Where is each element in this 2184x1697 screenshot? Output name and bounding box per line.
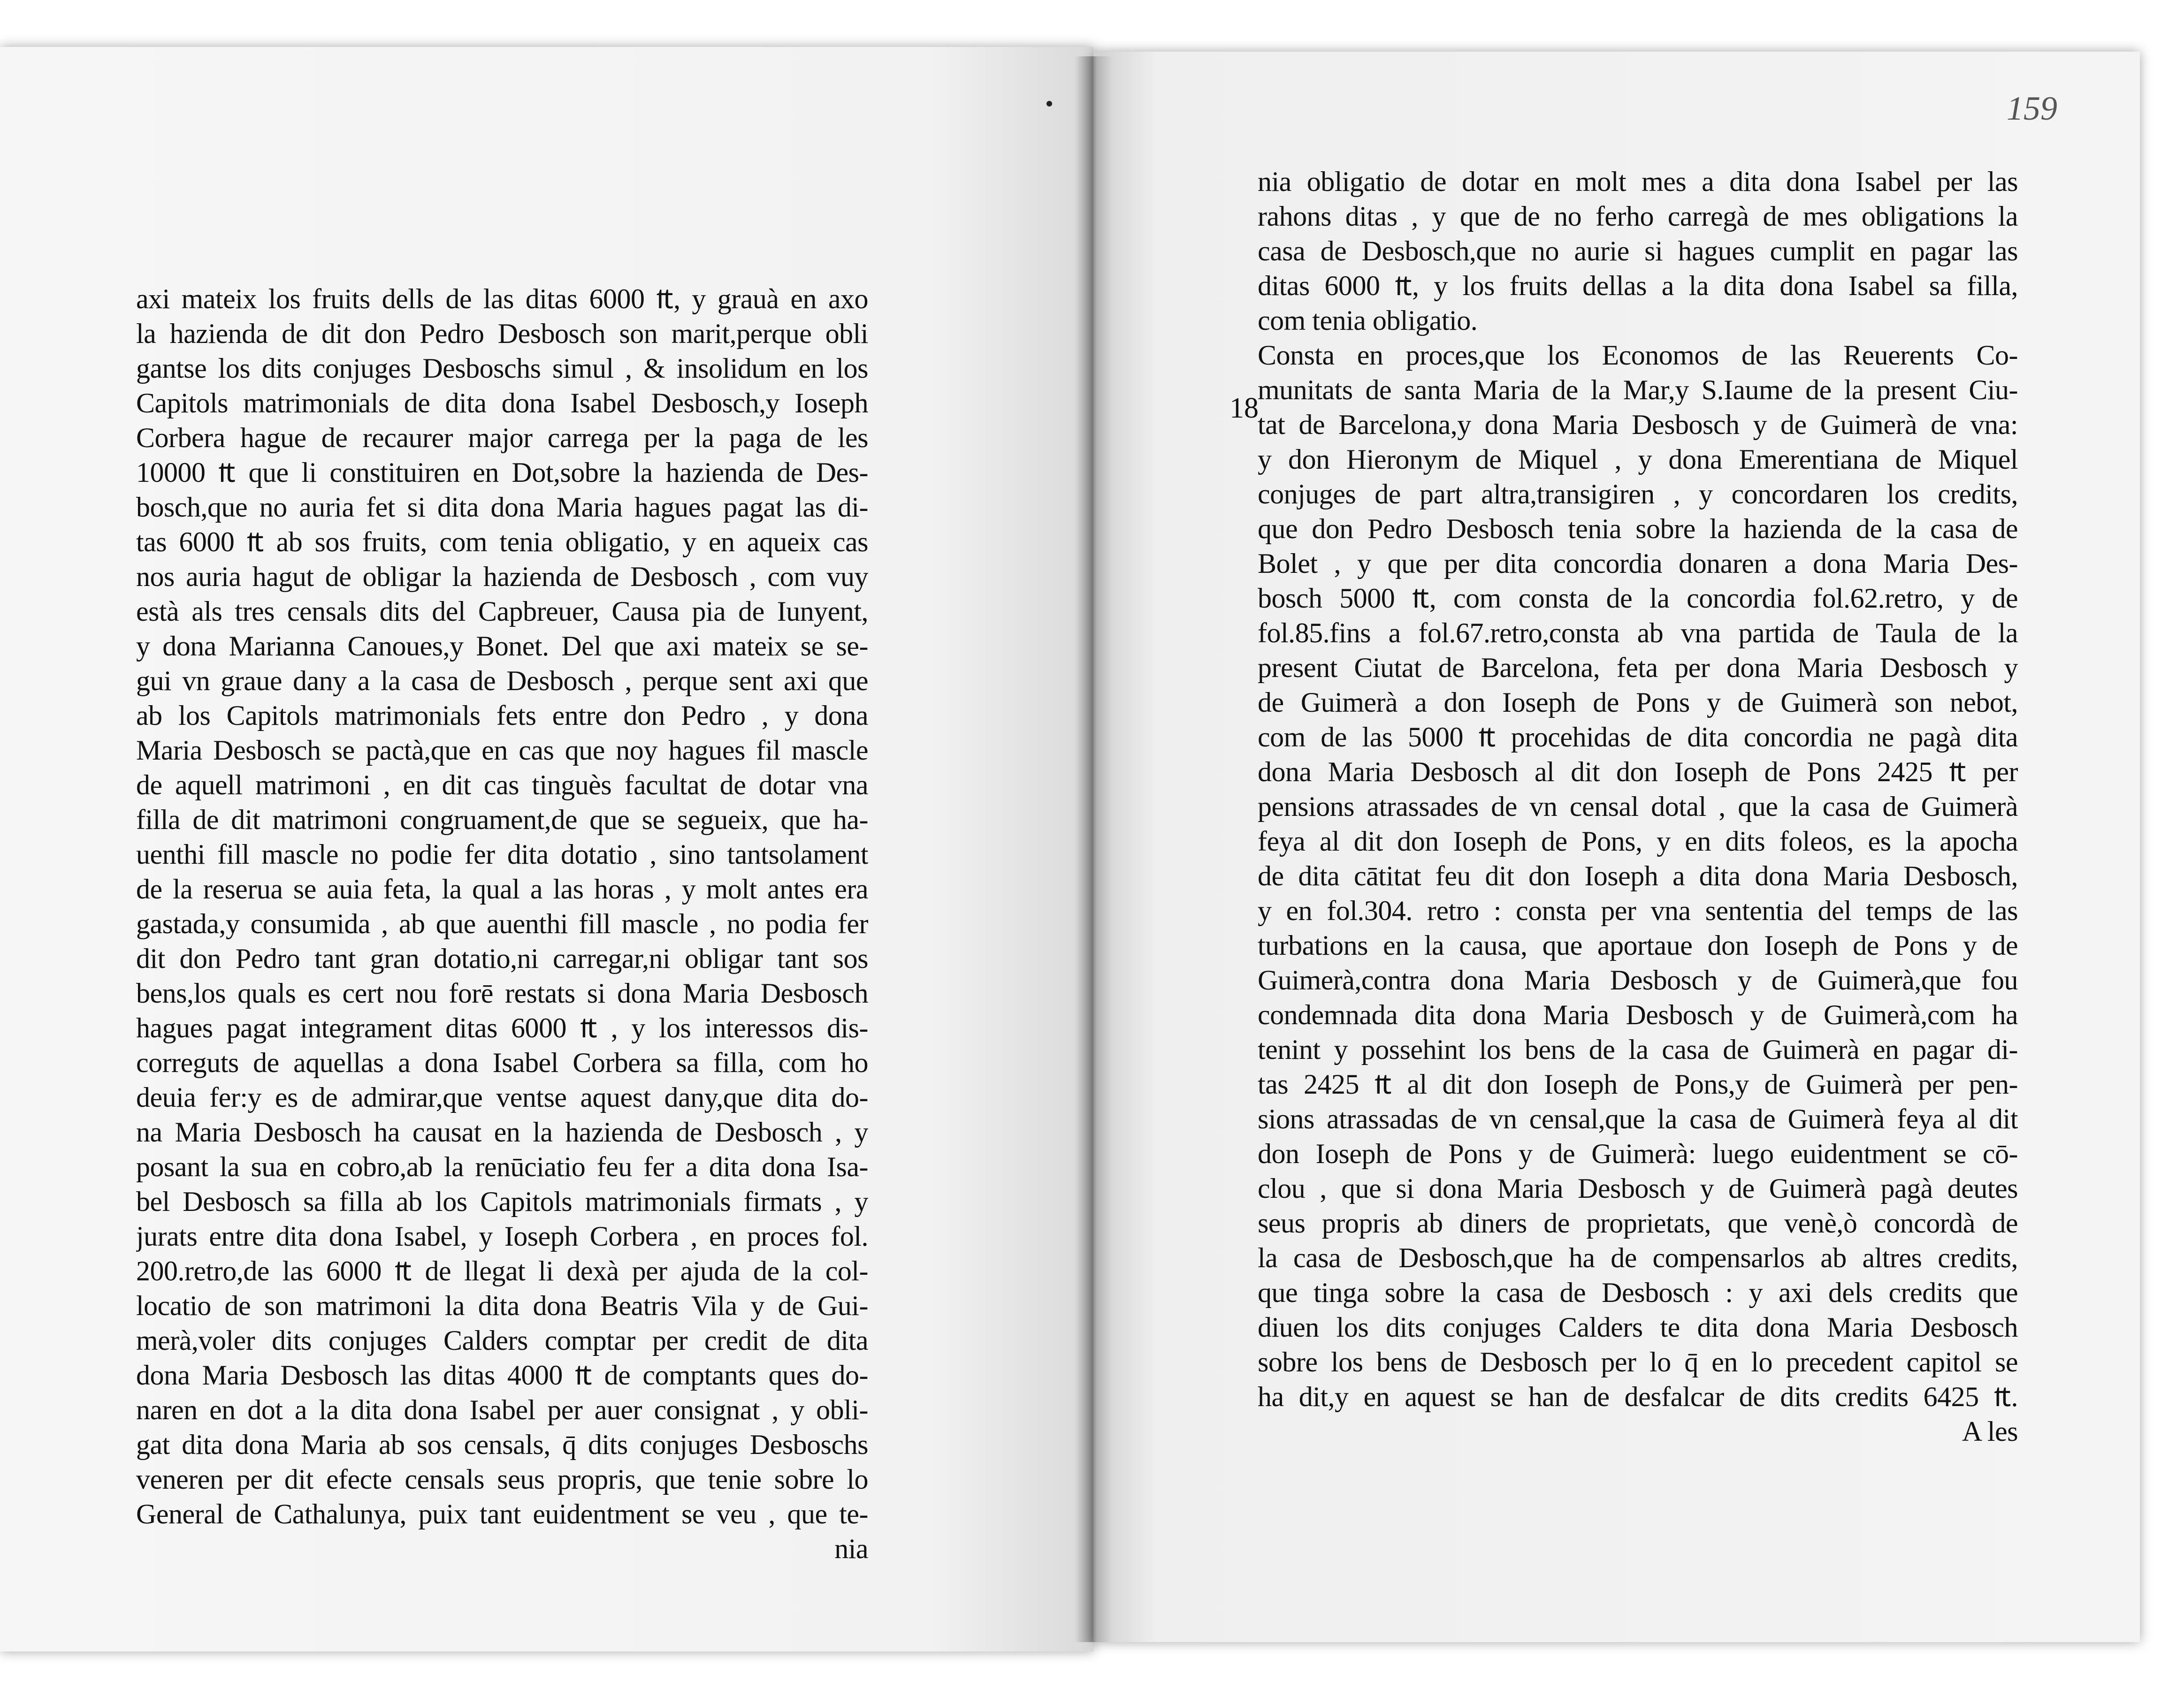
text-line: y dona Marianna Canoues,y Bonet. Del que axi mateix se se- (136, 631, 868, 662)
margin-paragraph-number: 18 (1229, 392, 1259, 424)
text-line: General de Cathalunya, puix tant euidentment se veu , que te- (136, 1499, 868, 1530)
text-line: tas 2425 ₶ al dit don Ioseph de Pons,y de Guimerà per pen- (1258, 1069, 2018, 1100)
text-line: posant la sua en cobro,ab la renūciatio feu fer a dita dona Isa- (136, 1151, 868, 1182)
text-line: de dita cātitat feu dit don Ioseph a dita dona Maria Desbosch, (1258, 860, 2018, 891)
text-line: clou , que si dona Maria Desbosch y de Guimerà pagà deutes (1258, 1173, 2018, 1204)
text-line: està als tres censals dits del Capbreuer, Causa pia de Iunyent, (136, 596, 868, 627)
text-line: munitats de santa Maria de la Mar,y S.Iaume de la present Ciu- (1258, 374, 2018, 405)
text-line: y en fol.304. retro : consta per vna sententia del temps de las (1258, 895, 2018, 926)
text-line: fol.85.fins a fol.67.retro,consta ab vna partida de Taula de la (1258, 617, 2018, 648)
text-line: 200.retro,de las 6000 ₶ de llegat li dexà per ajuda de la col- (136, 1256, 868, 1286)
text-line: rahons ditas , y que de no ferho carregà de mes obligations la (1258, 201, 2018, 232)
text-line: nia (834, 1533, 868, 1564)
text-line: bel Desbosch sa filla ab los Capitols matrimonials firmats , y (136, 1186, 868, 1217)
text-line: merà,voler dits conjuges Calders comptar per credit de dita (136, 1325, 868, 1356)
text-line: conjuges de part altra,transigiren , y concordaren los credits, (1258, 479, 2018, 510)
text-line: tat de Barcelona,y dona Maria Desbosch y de Guimerà de vna: (1258, 409, 2018, 440)
text-line: ha dit,y en aquest se han de desfalcar de dits credits 6425 ₶. (1258, 1381, 2018, 1412)
text-line: com tenia obligatio. (1258, 305, 1478, 336)
text-line: bens,los quals es cert nou forē restats si dona Maria Desbosch (136, 978, 868, 1009)
text-line: que don Pedro Desbosch tenia sobre la hazienda de la casa de (1258, 513, 2018, 544)
text-line: Consta en proces,que los Economos de las Reuerents Co- (1258, 340, 2018, 371)
text-line: Corbera hague de recaurer major carrega per la paga de les (136, 422, 868, 453)
text-line: correguts de aquellas a dona Isabel Corbera sa filla, com ho (136, 1047, 868, 1078)
folio-number: 159 (2007, 90, 2057, 127)
text-line: axi mateix los fruits dells de las ditas 6000 ₶, y grauà en axo (136, 283, 868, 314)
text-line: gui vn graue dany a la casa de Desbosch , perque sent axi que (136, 665, 868, 696)
text-line: bosch,que no auria fet si dita dona Maria hagues pagat las di- (136, 492, 868, 523)
text-line: com de las 5000 ₶ procehidas de dita concordia ne pagà dita (1258, 722, 2018, 753)
text-line: na Maria Desbosch ha causat en la hazienda de Desbosch , y (136, 1117, 868, 1148)
text-line: de la reserua se auia feta, la qual a las horas , y molt antes era (136, 874, 868, 905)
text-line: ditas 6000 ₶, y los fruits dellas a la dita dona Isabel sa filla, (1258, 270, 2018, 301)
text-line: uenthi fill mascle no podie fer dita dotatio , sino tantsolament (136, 839, 868, 870)
text-line: ab los Capitols matrimonials fets entre don Pedro , y dona (136, 700, 868, 731)
text-line: sions atrassadas de vn censal,que la casa de Guimerà feya al dit (1258, 1103, 2018, 1134)
text-line: nos auria hagut de obligar la hazienda de Desbosch , com vuy (136, 561, 868, 592)
text-line: de Guimerà a don Ioseph de Pons y de Guimerà son nebot, (1258, 687, 2018, 718)
text-line: dit don Pedro tant gran dotatio,ni carregar,ni obligar tant sos (136, 943, 868, 974)
left-page-text (136, 282, 868, 1566)
text-line: don Ioseph de Pons y de Guimerà: luego euidentment se cō- (1258, 1138, 2018, 1169)
text-line: tenint y possehint los bens de la casa de Guimerà en pagar di- (1258, 1034, 2018, 1065)
text-line: Bolet , y que per dita concordia donaren a dona Maria Des- (1258, 548, 2018, 579)
text-line: Capitols matrimonials de dita dona Isabel Desbosch,y Ioseph (136, 388, 868, 419)
text-line: jurats entre dita dona Isabel, y Ioseph Corbera , en proces fol. (136, 1221, 868, 1252)
text-line: diuen los dits conjuges Calders te dita dona Maria Desbosch (1258, 1312, 2018, 1343)
text-line: Maria Desbosch se pactà,que en cas que noy hagues fil mascle (136, 735, 868, 766)
text-line: deuia fer:y es de admirar,que ventse aquest dany,que dita do- (136, 1082, 868, 1113)
text-line: hagues pagat integrament ditas 6000 ₶ , y los interessos dis- (136, 1012, 868, 1043)
text-line: la casa de Desbosch,que ha de compensarlos ab altres credits, (1258, 1242, 2018, 1273)
text-line: feya al dit don Ioseph de Pons, y en dits foleos, es la apocha (1258, 826, 2018, 857)
text-line: Guimerà,contra dona Maria Desbosch y de Guimerà,que fou (1258, 965, 2018, 996)
text-line: seus propris ab diners de proprietats, que venè,ò concordà de (1258, 1208, 2018, 1239)
text-line: la hazienda de dit don Pedro Desbosch son marit,perque obli (136, 318, 868, 349)
text-line: 10000 ₶ que li constituiren en Dot,sobre la hazienda de Des- (136, 457, 868, 488)
text-line: de aquell matrimoni , en dit cas tinguès facultat de dotar vna (136, 769, 868, 800)
text-line: turbations en la causa, que aportaue don Ioseph de Pons y de (1258, 930, 2018, 961)
text-line: y don Hieronym de Miquel , y dona Emerentiana de Miquel (1258, 444, 2018, 475)
book-gutter (1075, 56, 1112, 1642)
text-line: tas 6000 ₶ ab sos fruits, com tenia obligatio, y en aqueix cas (136, 526, 868, 557)
text-line: locatio de son matrimoni la dita dona Beatris Vila y de Gui- (136, 1290, 868, 1321)
text-line: dona Maria Desbosch al dit don Ioseph de Pons 2425 ₶ per (1258, 756, 2018, 787)
text-line: gastada,y consumida , ab que auenthi fill mascle , no podia fer (136, 908, 868, 939)
text-line: veneren per dit efecte censals seus propris, que tenie sobre lo (136, 1464, 868, 1495)
text-line: pensions atrassades de vn censal dotal , que la casa de Guimerà (1258, 791, 2018, 822)
text-line: bosch 5000 ₶, com consta de la concordia fol.62.retro, y de (1258, 583, 2018, 614)
text-line: gat dita dona Maria ab sos censals, q̄ dits conjuges Desboschs (136, 1429, 868, 1460)
text-line: que tinga sobre la casa de Desbosch : y axi dels credits que (1258, 1277, 2018, 1308)
text-line: nia obligatio de dotar en molt mes a dita dona Isabel per las (1258, 166, 2018, 197)
text-line: gantse los dits conjuges Desboschs simul , & insolidum en los (136, 353, 868, 384)
text-line: A les (1962, 1416, 2018, 1447)
text-line: filla de dit matrimoni congruament,de que se segueix, que ha- (136, 804, 868, 835)
text-line: present Ciutat de Barcelona, feta per dona Maria Desbosch y (1258, 652, 2018, 683)
text-line: naren en dot a la dita dona Isabel per auer consignat , y obli- (136, 1394, 868, 1425)
ink-dot (1046, 101, 1052, 107)
text-line: casa de Desbosch,que no aurie si hagues cumplit en pagar las (1258, 236, 2018, 266)
text-line: sobre los bens de Desbosch per lo q̄ en lo precedent capitol se (1258, 1347, 2018, 1377)
right-page-text (1258, 164, 2018, 1449)
text-line: dona Maria Desbosch las ditas 4000 ₶ de comptants ques do- (136, 1360, 868, 1391)
text-line: condemnada dita dona Maria Desbosch y de Guimerà,com ha (1258, 999, 2018, 1030)
